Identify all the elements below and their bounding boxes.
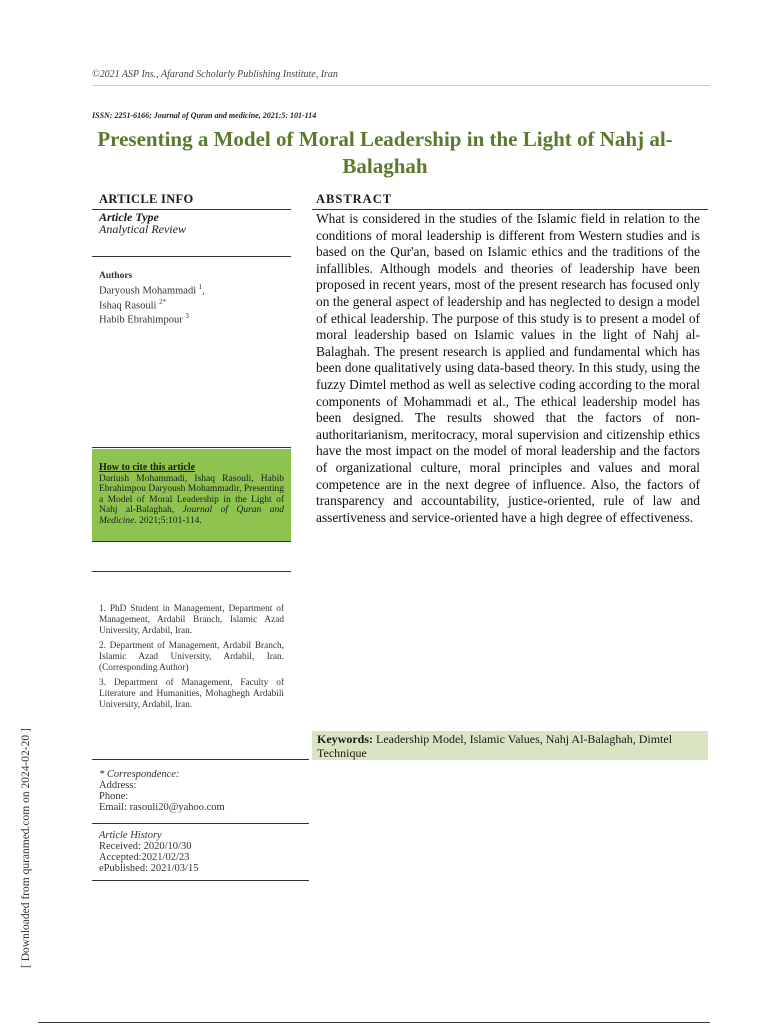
header-rule bbox=[92, 85, 710, 86]
correspondence-label: * Correspondence: bbox=[99, 769, 180, 780]
abstract-text: What is considered in the studies of the Islamic field in relation to the conditions of moral leadership is different from Western studies and is based on the Qur'an, based on Islamic ethics and the traditions of the infallibles. Although models and theories of leadership have been proposed in recent years, most of the present research has focused only on the general aspect of leadership and has neglected to design a model of ethical leadership. The purpose of this study is to present a model of moral leadership based on Islamic values in the light of Nahj al-Balaghah. The present research is applied and fundamental which has been done qualitatively using data-based theory. In this study, using the fuzzy Dimtel method as well as selective coding according to the moral components of Mohammadi et al., The ethical leadership model has been designed. The results showed that the factors of non-authoritarianism, meritocracy, moral supervision and citizenship ethics have the most impact on the model of moral leadership and the factors of organizational culture, moral principles and values and moral competence are in the next degree of influence. Also, the factors of transparency and accountability, justice-oriented, rule of law and assertiveness and service-oriented have a high degree of effectiveness. bbox=[316, 211, 700, 525]
cite-rule-top bbox=[92, 447, 291, 448]
copyright-line: ©2021 ASP Ins., Afarand Scholarly Publishing Institute, Iran bbox=[92, 69, 338, 80]
correspondence-block bbox=[99, 769, 225, 813]
affiliation-1: 1. PhD Student in Management, Department of Management, Ardabil Branch, Islamic Azad University, Ardabil, Iran. bbox=[99, 604, 284, 636]
author-3: Habib Ebrahimpour $^3$ bbox=[99, 312, 189, 326]
affiliation-3: 3. Department of Management, Faculty of Literature and Humanities, Mohaghegh Ardabili University, Ardabil, Iran. bbox=[99, 678, 284, 710]
correspondence-address: Address: bbox=[99, 780, 137, 791]
correspondence-rule bbox=[92, 759, 309, 760]
title-line-2: Balaghah bbox=[342, 154, 428, 178]
title-line-1: Presenting a Model of Moral Leadership in the Light of Nahj al- bbox=[97, 127, 673, 151]
keywords-line bbox=[312, 731, 708, 761]
article-info-heading: ARTICLE INFO bbox=[99, 192, 194, 206]
citation-heading: How to cite this article bbox=[99, 462, 196, 473]
history-received: Received: 2020/10/30 bbox=[99, 841, 192, 852]
history-rule bbox=[92, 823, 309, 824]
authors-label: Authors bbox=[99, 271, 133, 281]
keywords-label: Keywords: bbox=[317, 732, 373, 746]
article-title bbox=[92, 126, 678, 180]
type-rule bbox=[92, 256, 291, 257]
article-type-value: Analytical Review bbox=[99, 222, 186, 236]
history-rule-bottom bbox=[92, 880, 309, 881]
history-accepted: Accepted:2021/02/23 bbox=[99, 852, 190, 863]
affiliations bbox=[99, 604, 284, 711]
keywords-text: Leadership Model, Islamic Values, Nahj Al-Balaghah, Dimtel Technique bbox=[317, 732, 673, 760]
authors-block bbox=[99, 271, 205, 326]
keywords-box bbox=[312, 731, 708, 760]
citation-text: Dariush Mohammadi, Ishaq Rasouli, Habib Ebrahimpou Daryoush Mohammadir, Presenting a Model of Moral Leadership in the Light of Nahj al-Balaghah, Journal of Quran and Medicine. 2021;5:101-114. bbox=[99, 473, 284, 526]
correspondence-phone: Phone: bbox=[99, 791, 129, 802]
author-1: Daryoush Mohammadi $^1$, bbox=[99, 283, 205, 297]
affiliation-2: 2. Department of Management, Ardabil Branch, Islamic Azad University, Ardabil, Iran. (Corresponding Author) bbox=[99, 641, 284, 673]
footer-rule bbox=[38, 1022, 710, 1023]
article-type-label: Article Type bbox=[99, 210, 159, 224]
history-label: Article History bbox=[99, 830, 162, 841]
correspondence-email: Email: rasouli20@yahoo.com bbox=[99, 802, 225, 813]
citation-box bbox=[92, 449, 291, 541]
author-2: Ishaq Rasouli $^{2*}$ bbox=[99, 297, 167, 311]
history-block bbox=[99, 830, 198, 874]
abstract-heading: ABSTRACT bbox=[316, 192, 393, 206]
issn-line: ISSN: 2251-6166; Journal of Quran and medicine, 2021:5: 101-114 bbox=[92, 111, 317, 120]
abstract-rule bbox=[312, 209, 708, 210]
history-published: ePublished: 2021/03/15 bbox=[99, 863, 199, 874]
cite-rule-bottom bbox=[92, 541, 291, 542]
download-watermark: [ Downloaded from quranmed.com on 2024-02-20 ] bbox=[20, 728, 32, 968]
article-type bbox=[99, 211, 186, 235]
affil-rule bbox=[92, 571, 291, 572]
